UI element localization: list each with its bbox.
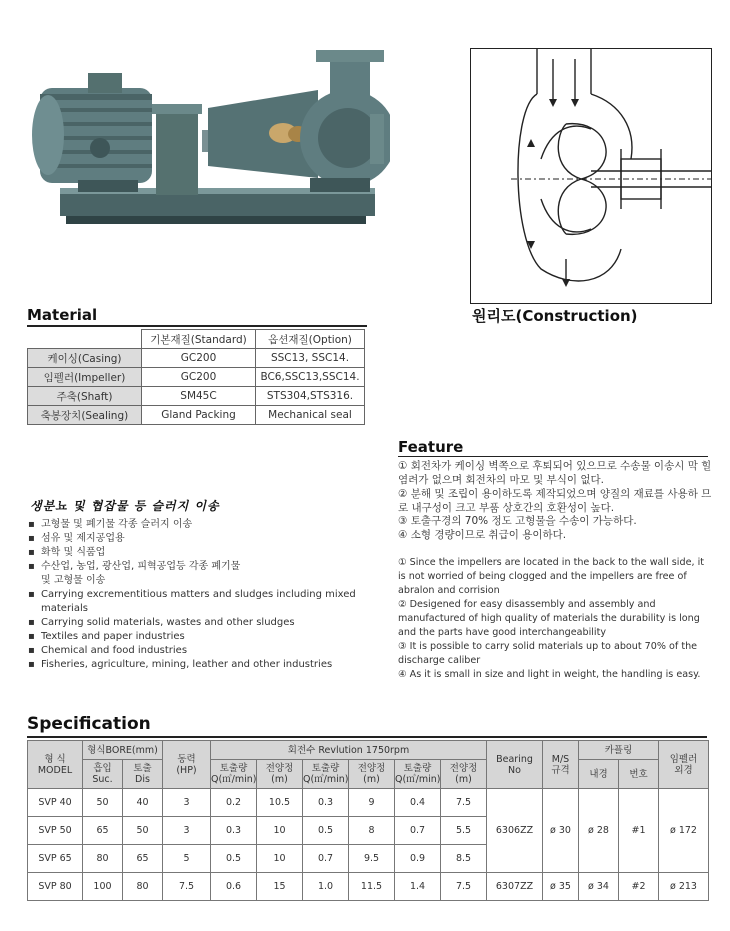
spec-header-impeller-2: 외경	[674, 764, 693, 776]
spec-flow: 0.2	[211, 789, 257, 817]
spec-header-flow-unit: Q(㎥/min)	[303, 774, 349, 785]
pump-photo	[18, 38, 390, 250]
spec-model: SVP 80	[28, 873, 83, 901]
spec-suc: 100	[83, 873, 123, 901]
spec-header-head-unit: (m)	[455, 774, 472, 785]
spec-header-coupling-id: 내경	[579, 760, 619, 789]
spec-flow: 0.7	[395, 817, 441, 845]
material-row	[28, 368, 365, 387]
spec-header-impeller-1: 임펠러	[669, 753, 698, 765]
material-part: 케이싱(Casing)	[28, 349, 142, 368]
list-item: ▪ 고형물 및 폐기물 각종 슬러지 이송	[28, 518, 363, 532]
spec-head: 8	[349, 817, 395, 845]
material-header-option: 옵션재질(Option)	[256, 330, 365, 349]
spec-header-bearing-2: No	[508, 764, 521, 776]
uses-heading: 생분뇨 및 협잡물 등 슬러지 이송	[30, 499, 220, 513]
material-part: 주축(Shaft)	[28, 387, 142, 406]
spec-header-bearing	[487, 741, 543, 789]
table-row	[28, 873, 709, 901]
spec-header-rpm: 회전수 Revlution 1750rpm	[211, 741, 487, 760]
spec-ms: ø 35	[543, 873, 579, 901]
material-corner	[28, 330, 142, 349]
spec-subheader-row	[28, 760, 709, 789]
list-item: ▪ Chemical and food industries	[28, 644, 363, 658]
list-item: ▪ 화학 및 식품업	[28, 546, 363, 560]
spec-coupling-no: #1	[619, 789, 659, 873]
list-item: ▪ Carrying excrementitious matters and sludges including mixed materials	[28, 588, 363, 616]
material-row	[28, 349, 365, 368]
list-item: ▪ Textiles and paper industries	[28, 630, 363, 644]
spec-head: 8.5	[441, 845, 487, 873]
spec-power: 5	[163, 845, 211, 873]
spec-header-head-label: 전양정	[357, 763, 386, 774]
spec-dis: 50	[123, 817, 163, 845]
spec-head: 5.5	[441, 817, 487, 845]
spec-suc: 50	[83, 789, 123, 817]
material-title: Material	[27, 306, 98, 324]
material-divider	[27, 325, 367, 327]
spec-header-flow-label: 토출량	[219, 763, 248, 774]
spec-header-power-en: (HP)	[176, 764, 197, 776]
spec-head: 7.5	[441, 873, 487, 901]
spec-header-coupling-no: 번호	[619, 760, 659, 789]
spec-suc: 65	[83, 817, 123, 845]
spec-header-dis	[123, 760, 163, 789]
material-row	[28, 406, 365, 425]
material-standard: SM45C	[142, 387, 256, 406]
construction-diagram	[470, 48, 712, 304]
spec-header-head	[257, 760, 303, 789]
spec-header-flow-unit: Q(㎥/min)	[211, 774, 257, 785]
spec-head: 10	[257, 817, 303, 845]
material-table	[27, 329, 365, 425]
feature-en-item: ② Desigened for easy disassembly and assembly and manufactured of high quality of materials the durability is long and the parts have good interchangeability	[398, 599, 700, 638]
spec-header-suc	[83, 760, 123, 789]
spec-header-ms-1: M/S	[551, 753, 570, 765]
spec-impeller: ø 172	[659, 789, 709, 873]
list-item: ▪ 섬유 및 제지공업용	[28, 532, 363, 546]
spec-model: SVP 50	[28, 817, 83, 845]
spec-coupling-no: #2	[619, 873, 659, 901]
list-item: ▪ Carrying solid materials, wastes and other sludges	[28, 616, 363, 630]
spec-header-ms-2: 규격	[551, 764, 570, 776]
material-standard: GC200	[142, 368, 256, 387]
spec-flow: 0.6	[211, 873, 257, 901]
material-part: 축봉장치(Sealing)	[28, 406, 142, 425]
feature-en-item: ① Since the impellers are located in the back to the wall side, it is not worried of being clogged and the impellers are free of abralon and corrision	[398, 557, 704, 596]
feature-ko-item: ② 분해 및 조립이 용이하도록 제작되었으며 양질의 재료를 사용하 므로 내구성이 크고 부품 상호간의 호환성이 높다.	[398, 488, 712, 514]
spec-head: 9.5	[349, 845, 395, 873]
spec-divider	[27, 736, 707, 738]
spec-header-coupling: 카플링	[579, 741, 659, 760]
material-standard: Gland Packing	[142, 406, 256, 425]
spec-head: 11.5	[349, 873, 395, 901]
feature-ko-item: ④ 소형 경량이므로 취급이 용이하다.	[398, 529, 567, 541]
spec-dis: 80	[123, 873, 163, 901]
spec-model: SVP 40	[28, 789, 83, 817]
spec-header-suc-en: Suc.	[92, 774, 113, 785]
material-part: 임펠러(Impeller)	[28, 368, 142, 387]
spec-flow: 0.9	[395, 845, 441, 873]
feature-en-item: ④ As it is small in size and light in weight, the handling is easy.	[398, 669, 701, 680]
material-option: SSC13, SSC14.	[256, 349, 365, 368]
spec-header-head-unit: (m)	[363, 774, 380, 785]
spec-flow: 0.3	[303, 789, 349, 817]
spec-header-impeller	[659, 741, 709, 789]
spec-impeller: ø 213	[659, 873, 709, 901]
spec-header-flow	[395, 760, 441, 789]
spec-header-power-ko: 동력	[177, 753, 196, 765]
spec-flow: 0.7	[303, 845, 349, 873]
spec-header-bore: 형식BORE(mm)	[83, 741, 163, 760]
spec-header-flow-unit: Q(㎥/min)	[395, 774, 441, 785]
spec-header-head	[441, 760, 487, 789]
spec-header-bearing-1: Bearing	[496, 753, 533, 765]
spec-flow: 0.3	[211, 817, 257, 845]
spec-header-model-en: MODEL	[37, 764, 73, 776]
spec-bearing: 6306ZZ	[487, 789, 543, 873]
spec-flow: 1.0	[303, 873, 349, 901]
spec-header-suc-ko: 흡입	[93, 763, 112, 774]
spec-header-model	[28, 741, 83, 789]
construction-title: 원리도(Construction)	[472, 307, 638, 325]
spec-dis: 40	[123, 789, 163, 817]
spec-header-model-ko: 형 식	[44, 753, 66, 765]
spec-title: Specification	[27, 714, 151, 734]
spec-header-power	[163, 741, 211, 789]
spec-power: 3	[163, 817, 211, 845]
spec-header-ms	[543, 741, 579, 789]
uses-list	[28, 518, 363, 672]
spec-model: SVP 65	[28, 845, 83, 873]
spec-head: 9	[349, 789, 395, 817]
spec-flow: 1.4	[395, 873, 441, 901]
spec-header-flow	[211, 760, 257, 789]
spec-head: 10	[257, 845, 303, 873]
material-header-standard: 기본재질(Standard)	[142, 330, 256, 349]
spec-power: 3	[163, 789, 211, 817]
spec-coupling-id: ø 28	[579, 789, 619, 873]
spec-power: 7.5	[163, 873, 211, 901]
spec-table	[27, 740, 709, 901]
spec-bearing: 6307ZZ	[487, 873, 543, 901]
feature-ko-item: ③ 토출구경의 70% 정도 고형물을 수송이 가능하다.	[398, 515, 637, 527]
spec-header-flow-label: 토출량	[403, 763, 432, 774]
material-option: BC6,SSC13,SSC14.	[256, 368, 365, 387]
spec-ms: ø 30	[543, 789, 579, 873]
table-row	[28, 789, 709, 817]
spec-flow: 0.5	[211, 845, 257, 873]
material-row	[28, 387, 365, 406]
spec-head: 10.5	[257, 789, 303, 817]
material-header-row	[28, 330, 365, 349]
spec-flow: 0.4	[395, 789, 441, 817]
spec-suc: 80	[83, 845, 123, 873]
feature-en-item: ③ It is possible to carry solid materials up to about 70% of the discharge caliber	[398, 641, 698, 666]
material-option: STS304,STS316.	[256, 387, 365, 406]
spec-header-flow-label: 토출량	[311, 763, 340, 774]
feature-ko-item: ① 회전차가 케이싱 벽쪽으로 후퇴되어 있으므로 수송물 이송시 막 힐 염려가 없으며 회전차의 마모 및 부식이 없다.	[398, 460, 712, 486]
spec-header-row	[28, 741, 709, 760]
spec-head: 7.5	[441, 789, 487, 817]
spec-header-dis-en: Dis	[135, 774, 150, 785]
material-standard: GC200	[142, 349, 256, 368]
feature-divider	[398, 456, 708, 457]
spec-header-head	[349, 760, 395, 789]
list-item: ▪ Fisheries, agriculture, mining, leather and other industries	[28, 658, 363, 672]
spec-header-head-label: 전양정	[449, 763, 478, 774]
spec-dis: 65	[123, 845, 163, 873]
spec-head: 15	[257, 873, 303, 901]
spec-header-flow	[303, 760, 349, 789]
feature-title: Feature	[398, 438, 464, 456]
spec-header-head-unit: (m)	[271, 774, 288, 785]
spec-header-head-label: 전양정	[265, 763, 294, 774]
list-item: ▪ 수산업, 농업, 광산업, 피혁공업등 각종 폐기물 및 고형물 이송	[28, 560, 251, 588]
spec-header-dis-ko: 토출	[133, 763, 152, 774]
spec-coupling-id: ø 34	[579, 873, 619, 901]
spec-flow: 0.5	[303, 817, 349, 845]
material-option: Mechanical seal	[256, 406, 365, 425]
